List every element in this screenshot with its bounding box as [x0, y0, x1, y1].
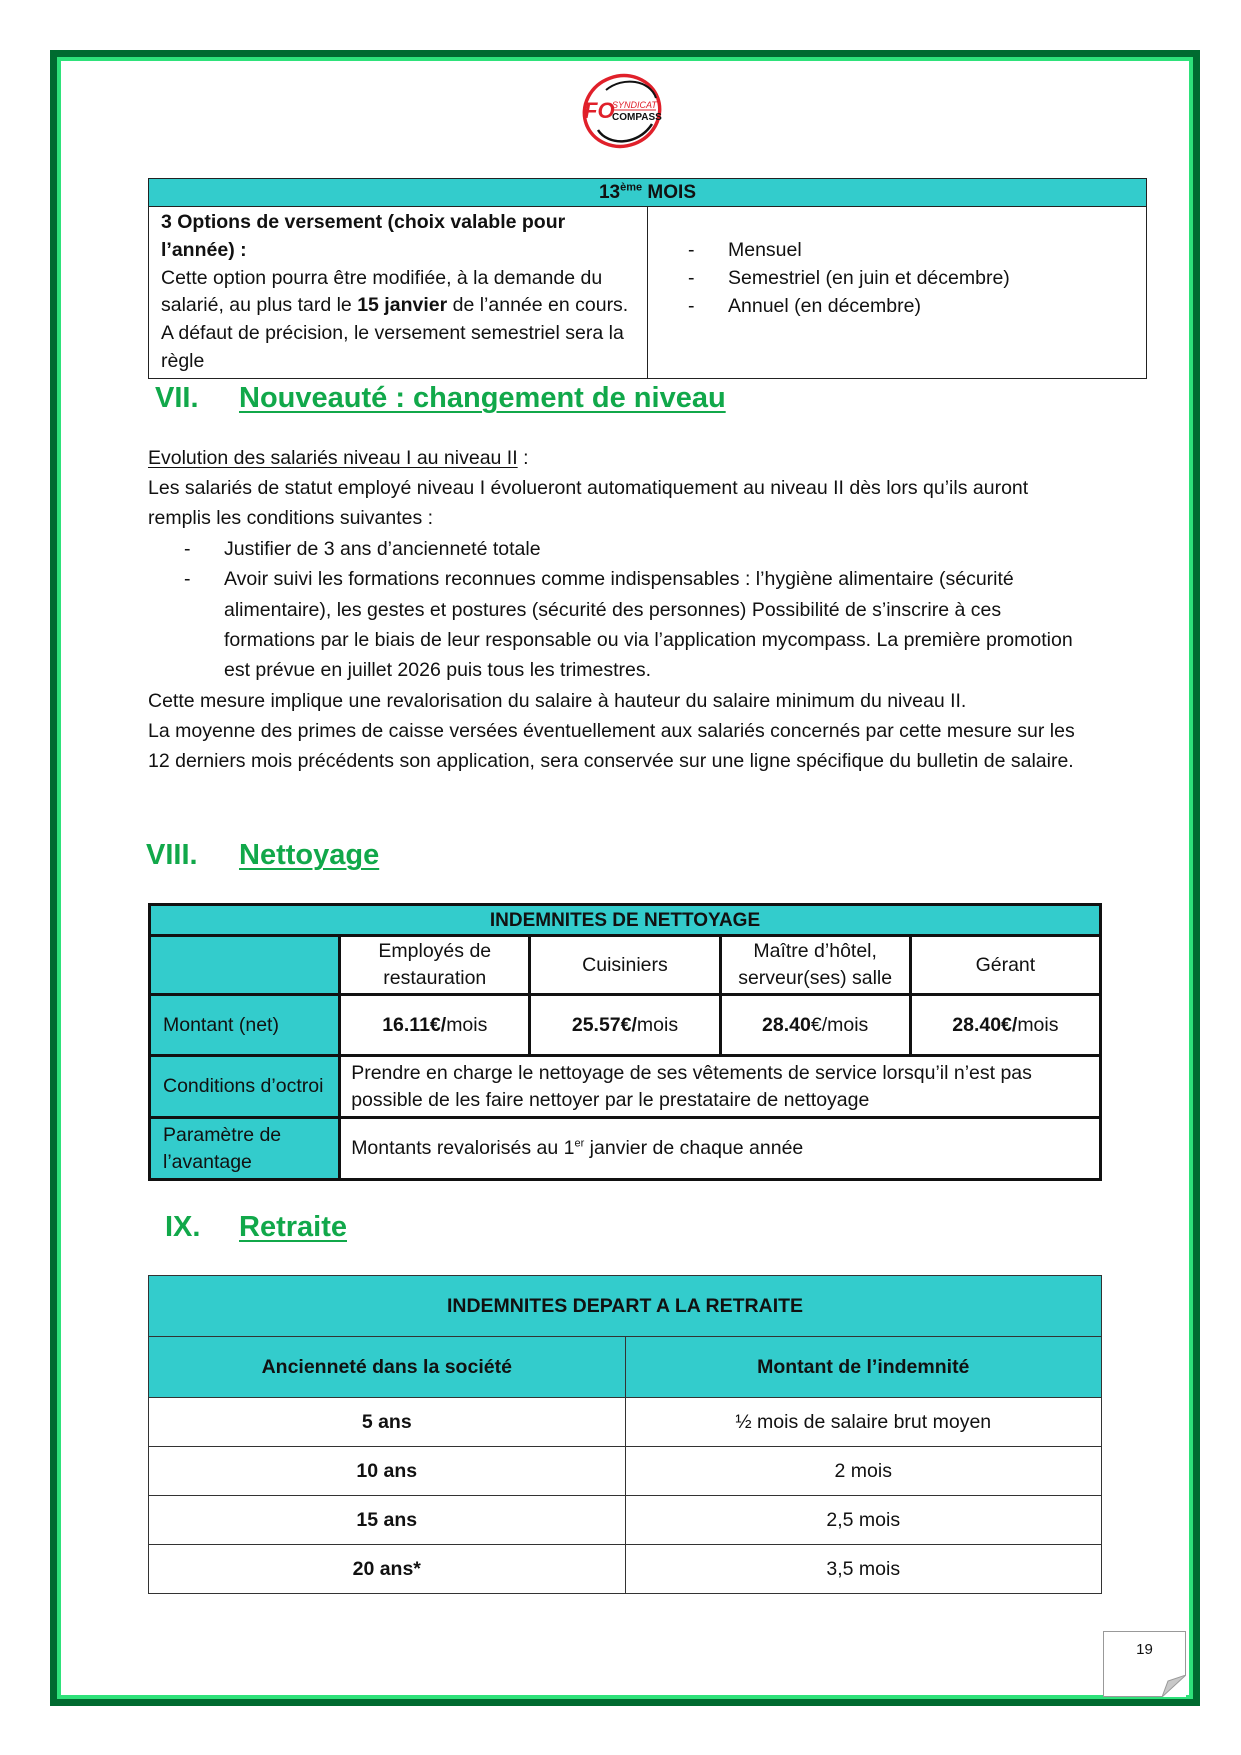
column-header-anciennete: Ancienneté dans la société: [149, 1337, 626, 1398]
fo-syndicat-compass-logo: [578, 72, 668, 150]
section-vii-intro: Les salariés de statut employé niveau I évolueront automatiquement au niveau II dès lors qu’ils auront remplis les conditions suivantes :: [148, 477, 1029, 530]
table-13eme-options: [648, 207, 1147, 379]
row-label-montant: Montant (net): [150, 995, 340, 1056]
svg-text:FO: FO: [584, 98, 615, 123]
page-number: 19: [1136, 1641, 1153, 1658]
table-13eme-header: 13ème MOIS: [149, 179, 1147, 207]
section-heading-viii: VIII. Nettoyage: [146, 839, 380, 871]
list-item: - Avoir suivi les formations reconnues comme indispensables : l’hygiène alimentaire (sécurité alimentaire), les gestes et postures (sécurité des personnes) Possibilité de s’inscrire à ces formations par le biais de leur responsable ou via l’application mycompass. La première promotion est prévue en juillet 2026 puis tous les trimestres.: [184, 568, 1073, 682]
page-curl-icon: [1162, 1675, 1186, 1697]
table-13eme-description: 3 Options de versement (choix valable pour l’année) : Cette option pourra être modifiée, à la demande du salarié, au plus tard le 15 janvier de l’année en cours. A défaut de précision, le versement semestriel sera la règle: [149, 207, 648, 379]
table-nettoyage-corner: [150, 936, 340, 995]
column-header: Maître d’hôtel, serveur(ses) salle: [720, 936, 910, 995]
section-vii-subtitle: Evolution des salariés niveau I au niveau II :: [148, 447, 529, 469]
table-indemnites-nettoyage: [148, 903, 1102, 1181]
row-label-parametre: Paramètre de l’avantage: [150, 1118, 340, 1180]
montant-cell: 16.11€/mois: [340, 995, 530, 1056]
svg-text:COMPASS: COMPASS: [612, 112, 662, 123]
montant-cell: 25.57€/mois: [530, 995, 720, 1056]
table-row: 20 ans* 3,5 mois: [149, 1545, 1102, 1594]
montant-cell: 28.40€/mois: [910, 995, 1100, 1056]
table-row: 10 ans 2 mois: [149, 1447, 1102, 1496]
table-row: 15 ans 2,5 mois: [149, 1496, 1102, 1545]
row-label-conditions: Conditions d’octroi: [150, 1056, 340, 1118]
section-vii-para-2: La moyenne des primes de caisse versées éventuellement aux salariés concernés par cette mesure sur les 12 derniers mois précédents son application, sera conservée sur une ligne spécifique du bulletin de salaire.: [148, 720, 1075, 773]
logo-icon: [578, 72, 668, 150]
table-13eme-mois: [148, 178, 1147, 379]
conditions-cell: Prendre en charge le nettoyage de ses vêtements de service lorsqu’il n’est pas possible de les faire nettoyer par le prestataire de nettoyage: [340, 1056, 1101, 1118]
section-heading-vii: VII. Nouveauté : changement de niveau: [155, 382, 726, 414]
column-header-montant: Montant de l’indemnité: [625, 1337, 1102, 1398]
option-item: - Semestriel (en juin et décembre): [688, 266, 1010, 289]
table-retraite-title: INDEMNITES DEPART A LA RETRAITE: [149, 1276, 1102, 1337]
option-item: - Annuel (en décembre): [688, 294, 921, 317]
page-number-box: [1103, 1631, 1186, 1697]
list-item: - Justifier de 3 ans d’ancienneté totale: [184, 538, 541, 560]
column-header: Cuisiniers: [530, 936, 720, 995]
option-item: - Mensuel: [688, 239, 802, 261]
section-heading-ix: IX. Retraite: [165, 1211, 347, 1243]
montant-cell: 28.40€/mois: [720, 995, 910, 1056]
column-header: Employés de restauration: [340, 936, 530, 995]
table-nettoyage-title: INDEMNITES DE NETTOYAGE: [150, 905, 1101, 936]
column-header: Gérant: [910, 936, 1100, 995]
svg-text:SYNDICAT: SYNDICAT: [612, 100, 657, 110]
parametre-cell: Montants revalorisés au 1er janvier de chaque année: [340, 1118, 1101, 1180]
section-vii-para-1: Cette mesure implique une revalorisation du salaire à hauteur du salaire minimum du niveau II.: [148, 690, 967, 712]
section-vii-conditions-list: [148, 534, 1108, 685]
table-indemnites-retraite: [148, 1275, 1102, 1594]
table-row: 5 ans ½ mois de salaire brut moyen: [149, 1398, 1102, 1447]
